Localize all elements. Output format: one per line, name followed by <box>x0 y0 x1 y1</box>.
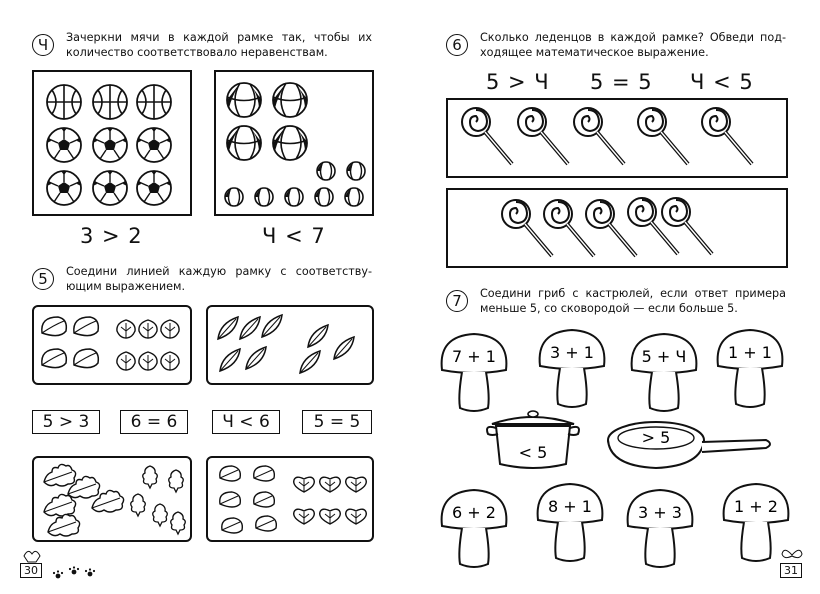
oak-leaf-icon <box>48 514 80 536</box>
small-ball-icon <box>347 162 365 180</box>
leaf-icon <box>74 349 99 368</box>
willow-leaf-icon <box>262 315 282 337</box>
oak-leaf-icon <box>153 504 168 526</box>
mushroom-bottom-2-label: 8 + 1 <box>548 497 592 516</box>
soccer-ball-icon <box>47 128 81 162</box>
butterfly-icon <box>780 548 804 562</box>
soccer-ball-icon <box>93 171 127 205</box>
mushroom-top-1-label: 7 + 1 <box>452 347 496 366</box>
lollipop-icon <box>638 108 688 164</box>
mushroom-top-3-label: 5 + Ч <box>641 347 687 366</box>
beach-ball-icon <box>273 126 307 160</box>
beach-ball-icon <box>227 83 261 117</box>
willow-leaf-icon <box>308 325 328 347</box>
mushroom-top-4-label: 1 + 1 <box>728 343 772 362</box>
soccer-ball-icon <box>93 128 127 162</box>
balls-right-illustration <box>216 72 372 214</box>
task4-expression-right: Ч < 7 <box>262 224 326 248</box>
task4-expression-left: 3 > 2 <box>80 224 143 248</box>
leaf-icon <box>320 509 341 524</box>
lollipop-icon <box>462 108 512 164</box>
mushroom-bottom-2 <box>538 484 603 561</box>
task4-number: Ч <box>32 34 54 56</box>
task5-text: Соедини линией каждую рамку с соответству-ющим выражением. <box>66 265 372 293</box>
oak-leaf-icon <box>143 466 158 488</box>
balls-frame-left <box>32 70 192 216</box>
small-ball-icon <box>225 188 243 206</box>
task6-expression-1: 5 > Ч <box>486 70 550 94</box>
leaf-icon <box>254 492 275 507</box>
soccer-ball-icon <box>137 128 171 162</box>
oak-leaf-icon <box>44 464 76 486</box>
lollipop-icon <box>574 108 624 164</box>
leaf-icon <box>139 320 157 338</box>
mushroom-bottom-4 <box>724 484 789 561</box>
leaf-icon <box>117 352 135 370</box>
leaves-frame-4 <box>206 456 374 542</box>
mushroom-top-3 <box>632 334 697 411</box>
page-number-left: 30 <box>20 563 42 578</box>
pan-label: > 5 <box>641 428 671 447</box>
leaves-illustration-2 <box>208 307 372 383</box>
small-ball-icon <box>255 188 273 206</box>
leaf-icon <box>346 509 367 524</box>
oak-leaf-icon <box>131 494 146 516</box>
mushroom-bottom-4-label: 1 + 2 <box>734 497 778 516</box>
task7-illustration <box>430 326 800 588</box>
leaf-icon <box>220 466 241 481</box>
mushroom-bottom-3 <box>628 490 693 567</box>
leaves-frame-2 <box>206 305 374 385</box>
beach-ball-icon <box>227 126 261 160</box>
mushroom-bottom-1 <box>442 490 507 567</box>
task5-expression-3: Ч < 6 <box>212 410 280 434</box>
page-number-right: 31 <box>780 563 802 578</box>
basketball-icon <box>93 85 127 119</box>
leaf-icon <box>74 317 99 336</box>
task6-number: 6 <box>446 34 468 56</box>
leaf-icon <box>346 477 367 492</box>
mushroom-top-2 <box>540 330 605 407</box>
leaf-icon <box>117 320 135 338</box>
leaf-icon <box>254 466 275 481</box>
leaf-icon <box>320 477 341 492</box>
task7-number: 7 <box>446 290 468 312</box>
mushroom-bottom-1-label: 6 + 2 <box>452 503 496 522</box>
mushroom-top-1 <box>442 334 507 411</box>
small-ball-icon <box>315 188 333 206</box>
leaf-icon <box>161 320 179 338</box>
leaf-icon <box>139 352 157 370</box>
task5-expression-2: 6 = 6 <box>120 410 188 434</box>
task5-expression-4: 5 = 5 <box>302 410 372 434</box>
frying-pan-icon <box>608 422 770 468</box>
leaves-illustration-1 <box>34 307 190 383</box>
pot-label: < 5 <box>518 443 548 462</box>
oak-leaf-icon <box>44 494 76 516</box>
pot-icon <box>487 411 579 468</box>
willow-leaf-icon <box>300 351 320 373</box>
task6-expression-2: 5 = 5 <box>590 70 653 94</box>
leaf-icon <box>42 317 67 336</box>
balls-frame-right <box>214 70 374 216</box>
mushroom-top-2-label: 3 + 1 <box>550 343 594 362</box>
beach-ball-icon <box>273 83 307 117</box>
willow-leaf-icon <box>218 317 238 339</box>
task5-number: 5 <box>32 268 54 290</box>
task7-text: Соедини гриб с кастрюлей, если ответ примера меньше 5, со сковородой — если больше 5. <box>480 287 786 315</box>
oak-leaf-icon <box>169 470 184 492</box>
leaf-icon <box>294 509 315 524</box>
mushroom-bottom-3-label: 3 + 3 <box>638 503 682 522</box>
basketball-icon <box>47 85 81 119</box>
task6-text: Сколько леденцов в каждой рамке? Обведи под-ходящее математическое выражение. <box>480 31 786 59</box>
leaf-icon <box>222 518 243 533</box>
soccer-ball-icon <box>47 171 81 205</box>
lollipop-icon <box>702 108 752 164</box>
leaves-illustration-3 <box>34 458 190 540</box>
small-ball-icon <box>317 162 335 180</box>
willow-leaf-icon <box>240 317 260 339</box>
small-ball-icon <box>345 188 363 206</box>
willow-leaf-icon <box>220 349 240 371</box>
leaf-icon <box>294 477 315 492</box>
lollipop-icon <box>518 108 568 164</box>
small-ball-icon <box>285 188 303 206</box>
leaves-frame-3 <box>32 456 192 542</box>
leaves-frame-1 <box>32 305 192 385</box>
leaf-icon <box>220 492 241 507</box>
basketball-icon <box>137 85 171 119</box>
leaf-icon <box>161 352 179 370</box>
mushroom-top-4 <box>718 330 783 407</box>
willow-leaf-icon <box>334 337 354 359</box>
leaf-icon <box>42 349 67 368</box>
willow-leaf-icon <box>246 347 266 369</box>
soccer-ball-icon <box>137 171 171 205</box>
lollipops-frame-1 <box>446 98 788 178</box>
balls-left-illustration <box>34 72 190 214</box>
lollipops-illustration-1 <box>448 100 786 176</box>
leaf-icon <box>256 516 277 531</box>
task5-expression-1: 5 > 3 <box>32 410 100 434</box>
oak-leaf-icon <box>171 512 186 534</box>
leaves-illustration-4 <box>208 458 372 540</box>
task4-text: Зачеркни мячи в каждой рамке так, чтобы их количество соответствовало неравенствам. <box>66 31 372 59</box>
task6-expression-3: Ч < 5 <box>690 70 754 94</box>
lollipops-illustration-2 <box>448 190 786 266</box>
lollipops-frame-2 <box>446 188 788 268</box>
